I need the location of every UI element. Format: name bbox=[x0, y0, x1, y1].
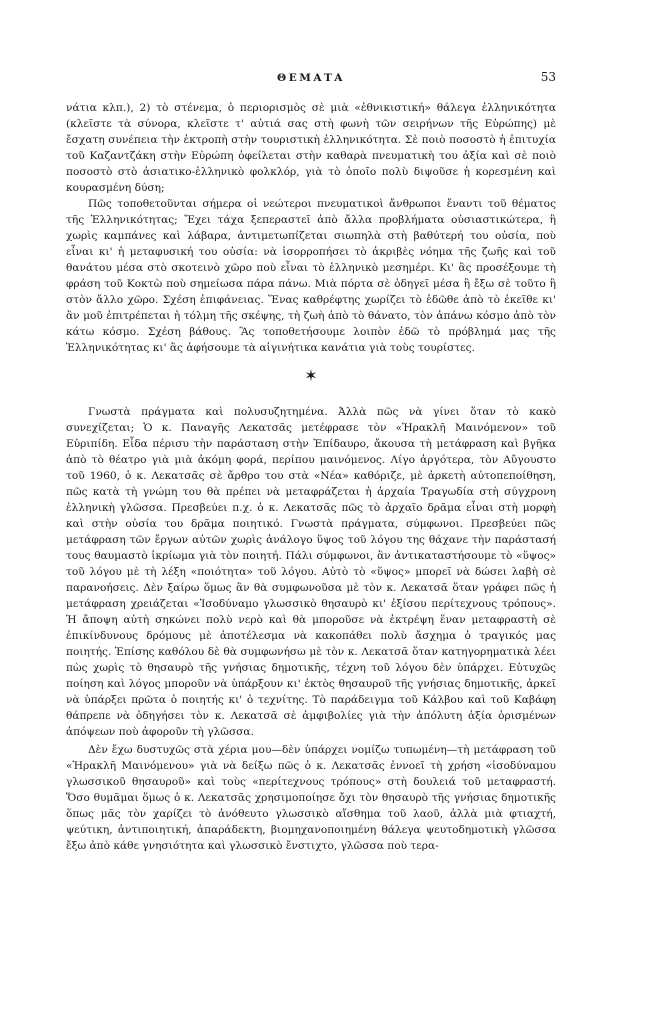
page-number: 53 bbox=[540, 70, 556, 84]
running-title: ΘΕΜΑΤΑ bbox=[277, 72, 345, 84]
paragraph-lekatsas-translation: Γνωστὰ πράγματα καὶ πολυσυζητημένα. Ἀλλὰ πῶς νὰ γίνει ὅταν τὸ κακὸ συνεχίζεται; Ὁ κ. Παναγῆς Λεκατσᾶς μετέφρασε τὸν «Ἡρακλῆ Μαινόμενον» τοῦ Εὐριπίδη. Εἶδα πέρισυ τὴν παράσταση στὴν Ἐπίδαυρο, ἄκουσα τὴ μετάφραση καὶ βγῆκα ἀπὸ τὸ θέατρο γιὰ μιὰ ἀκόμη φορά, περίπου μαινόμενος. Λίγο ἀργότερα, τὸν Αὔγουστο τοῦ 1960, ὁ κ. Λεκατσᾶς σὲ ἄρθρο του στὰ «Νέα» καθόριζε, μὲ ἀρκετὴ αὐτοπεποίθηση, πῶς κατὰ τὴ γνώμη του θὰ πρέπει νὰ μεταφράζεται ἡ ἀρχαία Τραγωδία στὴ σύγχρονη ἑλληνικὴ γλῶσσα. Πρεσβεύει π.χ. ὁ κ. Λεκατσᾶς πῶς τὸ ἀρχαῖο δρᾶμα εἶναι στὴ μορφὴ καὶ στὴν οὐσία του δρᾶμα ποιητικό. Γνωστὰ πράγματα, σύμφωνοι. Πρεσβεύει πῶς μετάφραση τῶν ἔργων αὐτῶν χωρὶς ἀνάλογο ὕψος τοῦ λόγου της θάχανε τὴν παράστασή τους θαυμαστὸ ἰκρίωμα γιὰ τὸν ποιητή. Πάλι σύμφωνοι, ἂν ἀντικαταστήσουμε τὸ «ὕψος» τοῦ λόγου μὲ τὴ λέξη «ποιότητα» τοῦ λόγου. Αὐτὸ τὸ «ὕψος» μπορεῖ νὰ δώσει λαβὴ σὲ παρανοήσεις. Δὲν ξαίρω ὅμως ἂν θὰ συμφωνοῦσα μὲ τὸν κ. Λεκατσᾶ ὅταν γράφει πῶς ἡ μετάφραση χρειάζεται «Ἰσοδύναμο γλωσσικὸ θησαυρὸ κι' ἐξίσου περίτεχνους τρόπους». Ἡ ἄποψη αὐτὴ σηκώνει πολὺ νερὸ καὶ θὰ μποροῦσε νὰ ἐκτρέψη ἕναν μεταφραστὴ σὲ ἐπικίνδυνους δρόμους μὲ ἀποτέλεσμα νὰ κακοπάθει πολὺ ἄσχημα ὁ τραγικός μας ποιητής. Ἐπίσης καθόλου δὲ θὰ συμφωνήσω μὲ τὸν κ. Λεκατσᾶ ὅταν κατηγορηματικὰ λέει πὼς χωρὶς τὸ θησαυρὸ τῆς γνήσιας δημοτικῆς, τέχνη τοῦ λόγου δὲν ὑπάρχει. Εὐτυχῶς ποίηση καὶ λόγος μποροῦν νὰ ὑπάρξουν κι' ἐκτὸς θησαυροῦ τῆς γνήσιας δημοτικῆς, ἀρκεῖ νὰ ὑπάρξει πρῶτα ὁ ποιητής κι' ὁ τεχνίτης. Τὸ παράδειγμα τοῦ Κάλβου καὶ τοῦ Καβάφη θάπρεπε νὰ ὁδηγήσει τὸν κ. Λεκατσᾶ σὲ ἀμφιβολίες γιὰ τὴν ἀπόλυτη ἀξία ὁρισμένων ἀπόψεων ποὺ ἀφοροῦν τὴ γλῶσσα. bbox=[66, 406, 556, 738]
paragraph-translation-critique: Δὲν ἔχω δυστυχῶς στὰ χέρια μου—δὲν ὑπάρχει νομίζω τυπωμένη—τὴ μετάφραση τοῦ «Ἡρακλῆ Μαινόμενου» γιὰ νὰ δείξω πῶς ὁ κ. Λεκατσᾶς ἐννοεῖ τὴ χρήση «ἰσοδύναμου γλωσσικοῦ θησαυροῦ» καὶ τοὺς «περίτεχνους τρόπους» στὴ δουλειά τοῦ μεταφραστή. Ὅσο θυμᾶμαι ὅμως ὁ κ. Λεκατσᾶς χρησιμοποίησε ὄχι τὸν θησαυρὸ τῆς γνήσιας δημοτικῆς ὅπως μᾶς τὸν χαρίζει τὸ ἀνόθευτο γλωσσικὸ αἴσθημα τοῦ λαοῦ, ἀλλὰ μιὰ φτιαχτή, ψεύτικη, ἀντιποιητική, ἀπαράδεκτη, βιομηχανοποιημένη θάλεγα ψευτοδημοτικὴ γλῶσσα ἔξω ἀπὸ κάθε γνησιότητα καὶ γλωσσικὸ ἔνστιχτο, γλῶσσα ποὺ τερα- bbox=[66, 744, 556, 852]
section-divider-star-icon: ✶ bbox=[304, 366, 318, 385]
paragraph-hellenicity: Πῶς τοποθετοῦνται σήμερα οἱ νεώτεροι πνευματικοὶ ἄνθρωποι ἔναντι τοῦ θέματος τῆς Ἑλληνικότητας; Ἔχει τάχα ξεπεραστεῖ ἀπὸ ἄλλα προβλήματα οὐσιαστικώτερα, ἢ χωρὶς καμπάνες καὶ λάβαρα, ἀντιμετωπίζεται σιωπηλὰ στὴ βαθύτερή του οὐσία, ποὺ εἶναι κι' ἡ μεταφυσική του οὐσία: νὰ ἰσορροπήσει τὸ ἀκριβὲς νόημα τῆς ζωῆς καὶ τοῦ θανάτου μέσα στὸ σκοτεινὸ χῶρο ποὺ εἶναι τὸ ἑλληνικὸ μεσημέρι. Κι' ἂς προσέξουμε τὴ φράση τοῦ Κοκτὼ ποὺ σημείωσα πάρα πάνω. Μιὰ πόρτα σὲ ὁδηγεῖ μέσα ἢ ἔξω σὲ τοῦτο ἢ στὸν ἄλλο χῶρο. Σχέση ἐπιφάνειας. Ἕνας καθρέφτης χωρίζει τὸ ἐδῶθε ἀπὸ τὸ ἐκεῖθε κι' ἂν μοῦ ἐπιτρέπεται ἡ τόλμη τῆς σκέψης, τὴ ζωὴ ἀπὸ τὸ θάνατο, τὸν ἀπάνω κόσμο ἀπὸ τὸν κάτω κόσμο. Σχέση βάθους. Ἂς τοποθετήσουμε λοιπὸν ἐδῶ τὸ πρόβλημά μας τῆς Ἑλληνικότητας κι' ἂς ἀφήσουμε τὰ αἰγινήτικα κανάτια γιὰ τοὺς τουρίστες. bbox=[66, 198, 556, 354]
paragraph-continuation: νάτια κλπ.), 2) τὸ στένεμα, ὁ περιορισμὸς σὲ μιὰ «ἐθνικιστική» θάλεγα ἑλληνικότητα (κλεῖστε τὰ σύνορα, κλεῖστε τ' αὐτιά σας στὴ φωνὴ τῶν σειρήνων τῆς Εὐρώπης) μὲ ἔσχατη συνέπεια τὴν ἐκτροπὴ στὴν τουριστικὴ ἑλληνικότητα. Σὲ ποιὸ ποσοστὸ ἡ ἐπιτυχία τοῦ Καζαντζάκη στὴν Εὐρώπη ὀφείλεται στὴν καθαρὰ πνευματικὴ του ἀξία καὶ σὲ ποιὸ ποσοστὸ στὸ ἀσιατικο-ἑλληνικὸ φολκλόρ, γιὰ τὸ ὁποῖο πολὺ διψοῦσε ἡ κορεσμένη καὶ κουρασμένη δύση; bbox=[66, 102, 556, 194]
page-header bbox=[66, 70, 556, 98]
page bbox=[66, 70, 556, 1010]
